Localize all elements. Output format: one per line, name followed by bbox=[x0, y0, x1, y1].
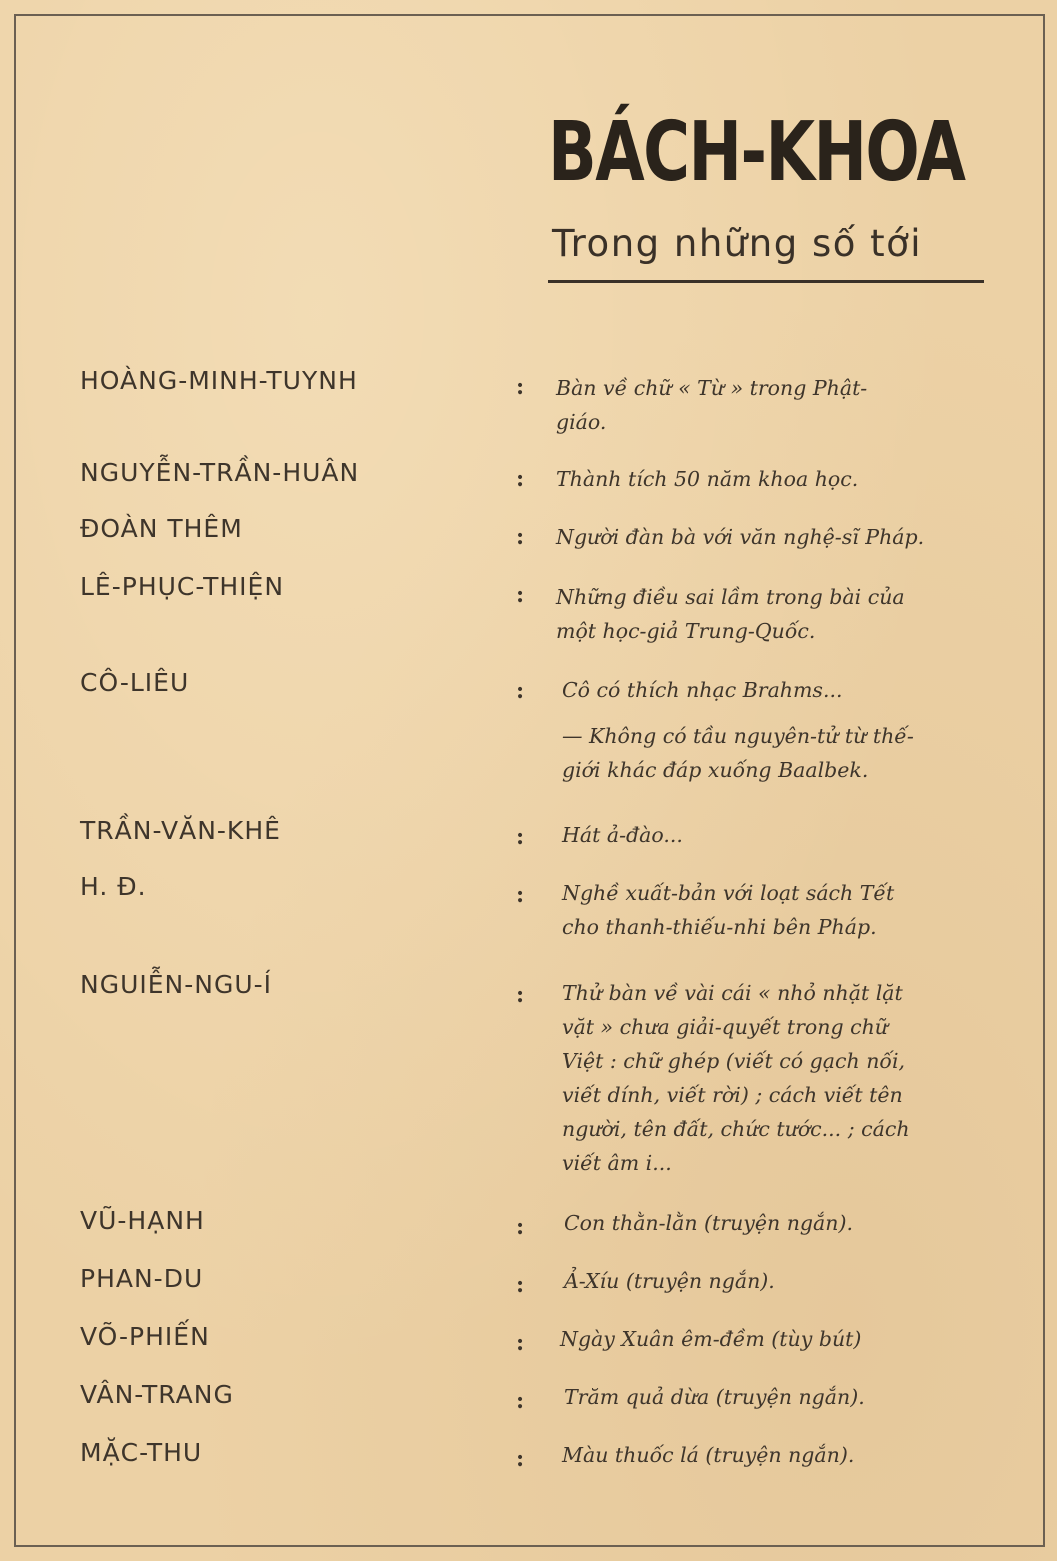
entry-separator: : bbox=[516, 1388, 525, 1414]
entry-separator: : bbox=[516, 582, 525, 608]
entry-work: Thành tích 50 năm khoa học. bbox=[556, 467, 859, 491]
entry-separator: : bbox=[516, 1272, 525, 1298]
entry-author: NGUYỄN-TRẦN-HUÂN bbox=[80, 458, 360, 487]
entry-work: Thử bàn về vài cái « nhỏ nhặt lặt vặt » chưa giải-quyết trong chữ Việt : chữ ghép (viết có gạch nối, viết dính, viết rời) ; cách viết tên người, tên đất, chức tước... ; cách viết âm i... bbox=[562, 981, 910, 1175]
entry-work: Cô có thích nhạc Brahms... bbox=[562, 678, 843, 702]
entry-work: Trăm quả dừa (truyện ngắn). bbox=[564, 1385, 865, 1409]
entry-separator: : bbox=[516, 1446, 525, 1472]
entry-work: Những điều sai lầm trong bài của một học-giả Trung-Quốc. bbox=[556, 585, 905, 643]
entry-separator: : bbox=[516, 1214, 525, 1240]
entry-author: VÕ-PHIẾN bbox=[80, 1322, 210, 1351]
entry-separator: : bbox=[516, 1330, 525, 1356]
masthead-title: BÁCH-KHOA bbox=[548, 105, 965, 200]
entry-separator: : bbox=[516, 678, 525, 704]
entry-work: Người đàn bà với văn nghệ-sĩ Pháp. bbox=[556, 525, 925, 549]
entry-author: VÂN-TRANG bbox=[80, 1380, 234, 1409]
entry-separator: : bbox=[516, 982, 525, 1008]
entry-author: VŨ-HẠNH bbox=[80, 1206, 205, 1235]
entry-author: HOÀNG-MINH-TUYNH bbox=[80, 366, 358, 395]
entry-separator: : bbox=[516, 524, 525, 550]
entry-author: MẶC-THU bbox=[80, 1438, 203, 1467]
entry-work: Nghề xuất-bản với loạt sách Tết cho thanh-thiếu-nhi bên Pháp. bbox=[562, 881, 895, 939]
entry-separator: : bbox=[516, 374, 525, 400]
entry-work: Con thằn-lằn (truyện ngắn). bbox=[564, 1211, 853, 1235]
entry-separator: : bbox=[516, 824, 525, 850]
entry-work: — Không có tầu nguyên-tử từ thế- giới khác đáp xuống Baalbek. bbox=[562, 724, 914, 782]
entry-author: H. Đ. bbox=[80, 872, 147, 901]
entry-work: Màu thuốc lá (truyện ngắn). bbox=[562, 1443, 855, 1467]
masthead-subtitle: Trong những số tới bbox=[552, 222, 923, 265]
entry-work: Ngày Xuân êm-đềm (tùy bút) bbox=[560, 1327, 862, 1351]
entry-separator: : bbox=[516, 466, 525, 492]
entry-separator: : bbox=[516, 882, 525, 908]
entry-work: Ả-Xíu (truyện ngắn). bbox=[564, 1269, 775, 1293]
entry-author: PHAN-DU bbox=[80, 1264, 204, 1293]
entry-author: CÔ-LIÊU bbox=[80, 668, 190, 697]
entry-work: Hát ả-đào... bbox=[562, 823, 683, 847]
entry-author: TRẦN-VĂN-KHÊ bbox=[80, 816, 281, 845]
entry-work: Bàn về chữ « Từ » trong Phật- giáo. bbox=[556, 376, 868, 434]
entry-author: LÊ-PHỤC-THIỆN bbox=[80, 572, 285, 601]
entry-author: ĐOÀN THÊM bbox=[80, 514, 243, 543]
entry-author: NGUIỄN-NGU-Í bbox=[80, 970, 273, 999]
